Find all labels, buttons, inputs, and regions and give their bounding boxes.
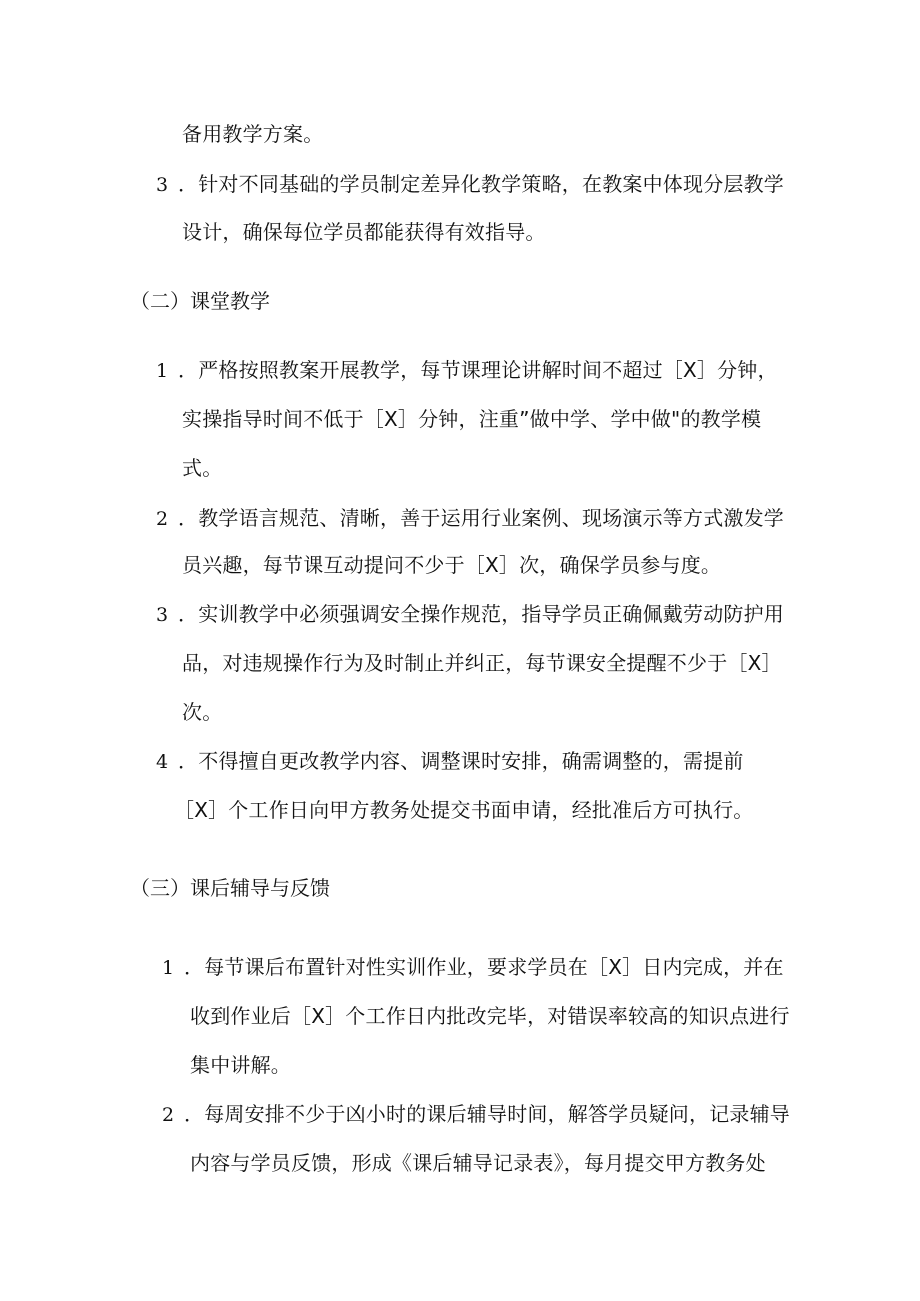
list-item-cont: 实操指导时间不低于［X］分钟，注重”做中学、学中做"的教学模 [182, 407, 762, 431]
list-item: 4 ．不得擅自更改教学内容、调整课时安排，确需调整的，需提前 [156, 749, 744, 773]
list-item-cont: 品，对违规操作行为及时制止并纠正，每节课安全提醒不少于［X］ [182, 651, 782, 675]
list-item-cont: 内容与学员反馈，形成《课后辅导记录表》，每月提交甲方教务处 [190, 1151, 766, 1175]
list-item: 2 ．教学语言规范、清晰，善于运用行业案例、现场演示等方式激发学 [156, 506, 784, 530]
section-heading-classroom: （二）课堂教学 [130, 289, 270, 313]
list-item: 1 ．每节课后布置针对性实训作业，要求学员在［X］日内完成，并在 [162, 955, 784, 979]
list-item-cont: ［X］个工作日向甲方教务处提交书面申请，经批准后方可执行。 [174, 798, 754, 822]
list-number: 4 [156, 751, 169, 773]
list-item-cont: 集中讲解。 [190, 1053, 291, 1077]
list-item: 2 ．每周安排不少于凶小时的课后辅导时间，解答学员疑问，记录辅导 [162, 1102, 790, 1126]
list-item-3: 3 ．针对不同基础的学员制定差异化教学策略，在教案中体现分层教学 [156, 172, 784, 196]
list-number: 1 [162, 957, 175, 979]
list-item-cont: 次。 [182, 700, 223, 724]
list-number: 1 [156, 360, 169, 382]
list-item: 1 ．严格按照教案开展教学，每节课理论讲解时间不超过［X］分钟， [156, 358, 778, 382]
list-item-cont: 员兴趣，每节课互动提问不少于［X］次，确保学员参与度。 [182, 553, 722, 577]
list-number: 3 [156, 604, 169, 626]
list-item-3-cont: 设计，确保每位学员都能获得有效指导。 [182, 220, 546, 244]
list-item-cont: 式。 [182, 456, 223, 480]
list-number: 3 [156, 174, 169, 196]
list-number: 2 [156, 508, 169, 530]
section-heading-after-class: （三）课后辅导与反馈 [130, 876, 330, 900]
list-number: 2 [162, 1104, 175, 1126]
list-item: 3 ．实训教学中必须强调安全操作规范，指导学员正确佩戴劳动防护用 [156, 602, 784, 626]
list-item-cont: 收到作业后［X］个工作日内批改完毕，对错误率较高的知识点进行 [190, 1004, 790, 1028]
item-2-continuation: 备用教学方案。 [182, 122, 324, 146]
